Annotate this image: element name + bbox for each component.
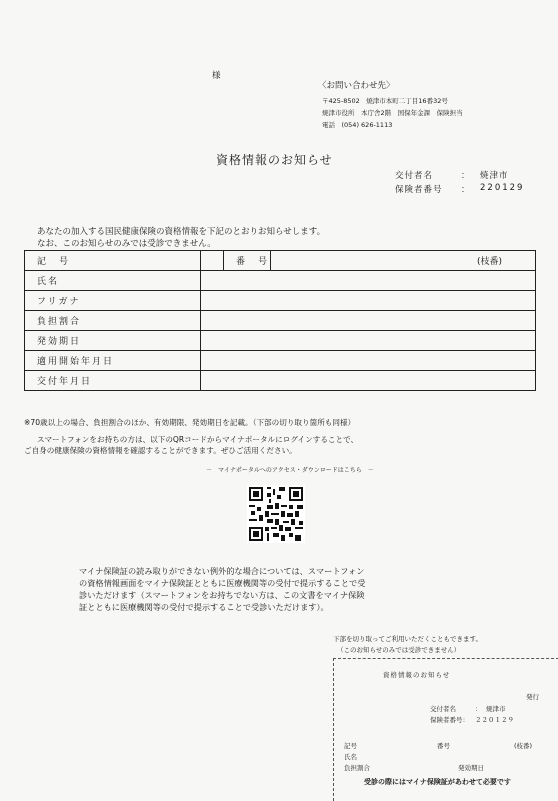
insurer-number-colon: ： <box>461 185 470 195</box>
cut-hakko-kijitsu: 発効期日 <box>458 764 484 772</box>
issuer-label: 交付者名 <box>395 171 434 181</box>
smartphone-note-1: スマートフォンをお持ちの方は、以下のQRコードからマイナポータルにログインすることで、 <box>37 435 359 444</box>
cut-instruction-2: （このお知らせのみでは受診できません） <box>337 646 461 654</box>
contact-office: 焼津市役所 本庁舎2階 国保年金課 保険担当 <box>322 109 463 117</box>
row-value-name <box>201 271 536 291</box>
qr-code-icon[interactable] <box>247 485 305 543</box>
cut-shimei: 氏名 <box>344 753 357 761</box>
row-label-burden: 負担割合 <box>25 311 201 331</box>
row-label-start: 適用開始年月日 <box>25 351 201 371</box>
kigo-value <box>201 251 224 271</box>
cut-issuer-label: 交付者名 <box>430 705 456 713</box>
cut-issuer-value: 焼津市 <box>486 705 506 713</box>
table-row <box>25 311 536 331</box>
issuer-value: 焼津市 <box>480 171 509 181</box>
myna-card-note-4: 証とともに医療機関等の受付で提示することで受診いただけます）。 <box>79 602 329 612</box>
cut-bango: 番号 <box>437 742 450 750</box>
addressee-honorific: 様 <box>212 71 221 81</box>
row-label-name: 氏名 <box>25 271 201 291</box>
table-row <box>25 371 536 391</box>
row-label-effective: 発効期日 <box>25 331 201 351</box>
insurer-number-value: 220129 <box>480 183 525 193</box>
myna-portal-caption: － マイナポータルへのアクセス・ダウンロードはこちら － <box>206 467 374 474</box>
contact-phone: 電話 (054) 626-1113 <box>322 121 393 129</box>
myna-card-note-2: の資格情報画面をマイナ保険証とともに医療機関等の受付で提示することで受 <box>79 578 366 588</box>
smartphone-note-2: ご自身の健康保険の資格情報を確認することができます。ぜひご活用ください。 <box>24 446 297 455</box>
intro-line-2: なお、このお知らせのみでは受診できません。 <box>37 239 216 249</box>
bango-label: 番 号 <box>224 251 271 271</box>
table-row-kigo <box>25 251 536 271</box>
edaban-label: (枝番) <box>477 251 536 271</box>
bango-value <box>271 251 478 271</box>
table-row <box>25 331 536 351</box>
row-value-issued <box>201 371 536 391</box>
qualification-table <box>24 250 536 391</box>
cut-kigo: 記号 <box>344 742 357 750</box>
cut-issuer-colon: ： <box>475 705 482 713</box>
myna-card-note-3: 診いただけます（スマートフォンをお持ちでない方は、この文書をマイナ保険 <box>79 590 365 600</box>
row-label-furigana: フリガナ <box>25 291 201 311</box>
cut-futan: 負担割合 <box>344 764 370 772</box>
contact-address: 〒425-8502 焼津市本町二丁目16番32号 <box>322 97 448 105</box>
row-value-effective <box>201 331 536 351</box>
row-label-issued: 交付年月日 <box>25 371 201 391</box>
row-value-start <box>201 351 536 371</box>
cut-instruction-1: 下部を切り取ってご利用いただくこともできます。 <box>333 635 482 643</box>
issuer-colon: ： <box>461 171 470 181</box>
cut-footer: 受診の際にはマイナ保険証があわせて必要です <box>364 778 511 786</box>
insurer-number-label: 保険者番号 <box>395 185 443 195</box>
row-value-burden <box>201 311 536 331</box>
myna-card-note-1: マイナ保険証の読み取りができない例外的な場合については、スマートフォン <box>79 566 365 576</box>
table-row <box>25 351 536 371</box>
cut-hakko: 発行 <box>526 693 539 701</box>
row-value-furigana <box>201 291 536 311</box>
kigo-label: 記 号 <box>25 251 201 271</box>
page-title: 資格情報のお知らせ <box>216 153 333 167</box>
table-row <box>25 271 536 291</box>
cut-edaban: (枝番) <box>514 742 533 750</box>
cut-insurer-value: ２２０１２９ <box>475 716 514 724</box>
table-row <box>25 291 536 311</box>
cut-title: 資格情報のお知らせ <box>383 671 451 679</box>
intro-line-1: あなたの加入する国民健康保険の資格情報を下記のとおりお知らせします。 <box>37 227 326 237</box>
note-over-70: ※70歳以上の場合、負担割合のほか、有効期限、発効期日を記載。（下部の切り取り箇所も同様） <box>24 418 356 427</box>
contact-title: 〈お問い合わせ先〉 <box>318 81 395 91</box>
cut-insurer-label: 保険者番号： <box>430 716 469 724</box>
